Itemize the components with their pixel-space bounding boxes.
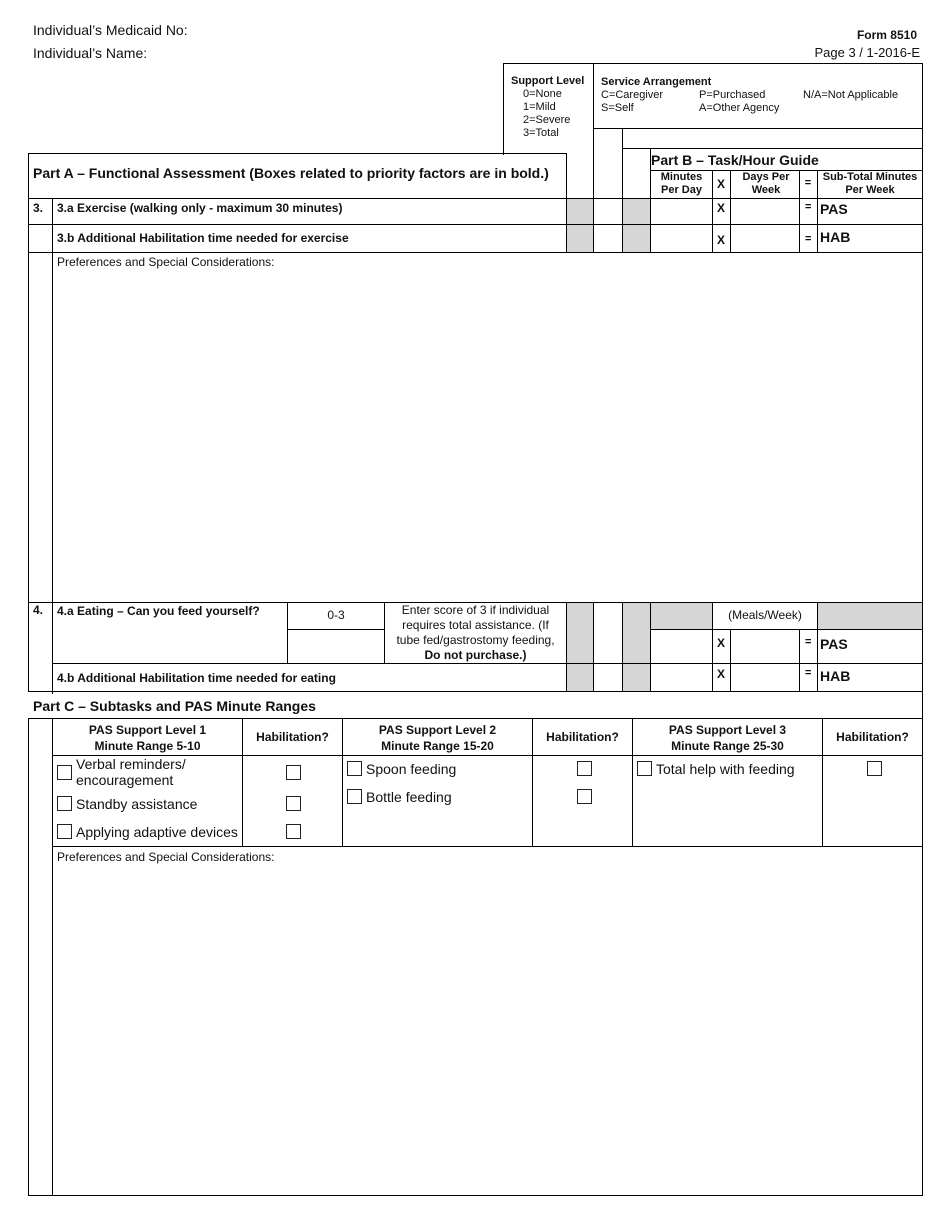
multiply-4b: X [717, 667, 726, 681]
support-level-cell-4a[interactable] [566, 603, 593, 663]
verbal-reminders-line-2: encouragement [76, 772, 174, 788]
multiply-4a: X [717, 636, 726, 650]
standby-assistance-checkbox[interactable] [57, 796, 72, 811]
support-level-cell-4b[interactable] [566, 664, 593, 691]
level-3-habilitation-header: Habilitation? [836, 730, 909, 744]
service-shade-4b [622, 664, 650, 691]
hab-result-4b: HAB [820, 668, 851, 684]
self-code: S=Self [601, 102, 634, 114]
support-level-title: Support Level [511, 75, 585, 87]
level-2-habilitation-header: Habilitation? [546, 730, 619, 744]
verbal-reminders-habilitation-checkbox[interactable] [286, 765, 301, 780]
equals-header: = [804, 177, 812, 189]
level-1-range: Minute Range 5-10 [94, 739, 201, 753]
support-level-3: 3=Total [523, 127, 559, 139]
bottle-feeding-habilitation-checkbox[interactable] [577, 789, 592, 804]
form-number: Form 8510 [856, 28, 917, 42]
service-shade-3b [622, 225, 650, 252]
support-level-1: 1=Mild [523, 101, 556, 113]
exercise-habilitation-label: 3.b Additional Habilitation time needed for exercise [57, 231, 349, 245]
total-help-feeding-label: Total help with feeding [656, 761, 795, 777]
section-4-number: 4. [33, 603, 44, 617]
medicaid-label: Individual’s Medicaid No: [33, 22, 188, 38]
pas-result-4a: PAS [820, 636, 848, 652]
eating-row-label: 4.a Eating – Can you feed yourself? [57, 604, 260, 618]
eating-score-range: 0-3 [327, 608, 345, 622]
standby-assistance-label: Standby assistance [76, 796, 198, 812]
exercise-row-label: 3.a Exercise (walking only - maximum 30 minutes) [57, 201, 343, 215]
eating-note-line-1: Enter score of 3 if individual [401, 603, 550, 617]
meals-per-week-label: (Meals/Week) [728, 608, 802, 622]
minutes-per-day-header: Minutes Per Day [660, 171, 703, 196]
level-1-habilitation-header: Habilitation? [256, 730, 329, 744]
service-shade-4a [622, 603, 650, 663]
level-1-header [53, 722, 242, 754]
level-3-title: PAS Support Level 3 [668, 723, 787, 737]
multiply-3b: X [717, 233, 726, 247]
adaptive-devices-checkbox[interactable] [57, 824, 72, 839]
level-2-title: PAS Support Level 2 [378, 723, 497, 737]
hab-result-3b: HAB [820, 229, 851, 245]
days-per-week-header: Days Per Week [742, 171, 790, 196]
exercise-preferences-field[interactable] [53, 270, 921, 600]
level-3-range: Minute Range 25-30 [671, 739, 784, 753]
minutes-shade-4a [651, 603, 712, 629]
total-help-feeding-checkbox[interactable] [637, 761, 652, 776]
equals-3a: = [805, 201, 812, 213]
eating-note-line-4: Do not purchase.) [424, 648, 527, 662]
eating-preferences-label: Preferences and Special Considerations: [57, 850, 275, 864]
not-applicable-code: N/A=Not Applicable [803, 89, 899, 101]
support-level-0: 0=None [523, 88, 562, 100]
eating-note-line-2: requires total assistance. (If [402, 618, 549, 632]
verbal-reminders-label [76, 756, 186, 788]
multiply-3a: X [717, 201, 726, 215]
standby-assistance-habilitation-checkbox[interactable] [286, 796, 301, 811]
eating-preferences-field[interactable] [53, 866, 921, 1193]
support-level-cell-3b[interactable] [566, 225, 593, 252]
individual-name-label: Individual’s Name: [33, 45, 148, 61]
verbal-reminders-checkbox[interactable] [57, 765, 72, 780]
spoon-feeding-habilitation-checkbox[interactable] [577, 761, 592, 776]
spoon-feeding-checkbox[interactable] [347, 761, 362, 776]
spoon-feeding-label: Spoon feeding [366, 761, 457, 777]
support-level-2: 2=Severe [523, 114, 571, 126]
total-help-feeding-habilitation-checkbox[interactable] [867, 761, 882, 776]
purchased-code: P=Purchased [699, 89, 766, 101]
verbal-reminders-line-1: Verbal reminders/ [76, 756, 186, 772]
adaptive-devices-habilitation-checkbox[interactable] [286, 824, 301, 839]
bottle-feeding-label: Bottle feeding [366, 789, 452, 805]
service-arrangement-title: Service Arrangement [601, 76, 712, 88]
subtotal-header: Sub-Total Minutes Per Week [822, 171, 918, 196]
support-level-cell-3a[interactable] [566, 199, 593, 224]
equals-3b: = [805, 233, 812, 245]
eating-habilitation-label: 4.b Additional Habilitation time needed for eating [57, 671, 336, 685]
exercise-preferences-label: Preferences and Special Considerations: [57, 255, 275, 269]
other-agency-code: A=Other Agency [699, 102, 780, 114]
equals-4b: = [805, 667, 812, 679]
eating-note-line-3: tube fed/gastrostomy feeding, [396, 633, 555, 647]
subtotal-shade-4a [818, 603, 922, 629]
eating-note [385, 603, 566, 663]
level-1-title: PAS Support Level 1 [88, 723, 207, 737]
pas-result-3a: PAS [820, 201, 848, 217]
equals-4a: = [805, 636, 812, 648]
part-b-title: Part B – Task/Hour Guide [651, 152, 819, 168]
adaptive-devices-label: Applying adaptive devices [76, 824, 238, 840]
multiply-header: X [716, 177, 725, 191]
level-2-header [343, 722, 532, 754]
caregiver-code: C=Caregiver [601, 89, 664, 101]
part-c-title: Part C – Subtasks and PAS Minute Ranges [33, 698, 316, 714]
service-shade-3a [622, 199, 650, 224]
level-2-range: Minute Range 15-20 [381, 739, 494, 753]
level-3-header [633, 722, 822, 754]
page-info: Page 3 / 1-2016-E [814, 45, 920, 60]
bottle-feeding-checkbox[interactable] [347, 789, 362, 804]
section-3-number: 3. [33, 201, 44, 215]
part-a-title: Part A – Functional Assessment (Boxes related to priority factors are in bold.) [33, 165, 549, 181]
